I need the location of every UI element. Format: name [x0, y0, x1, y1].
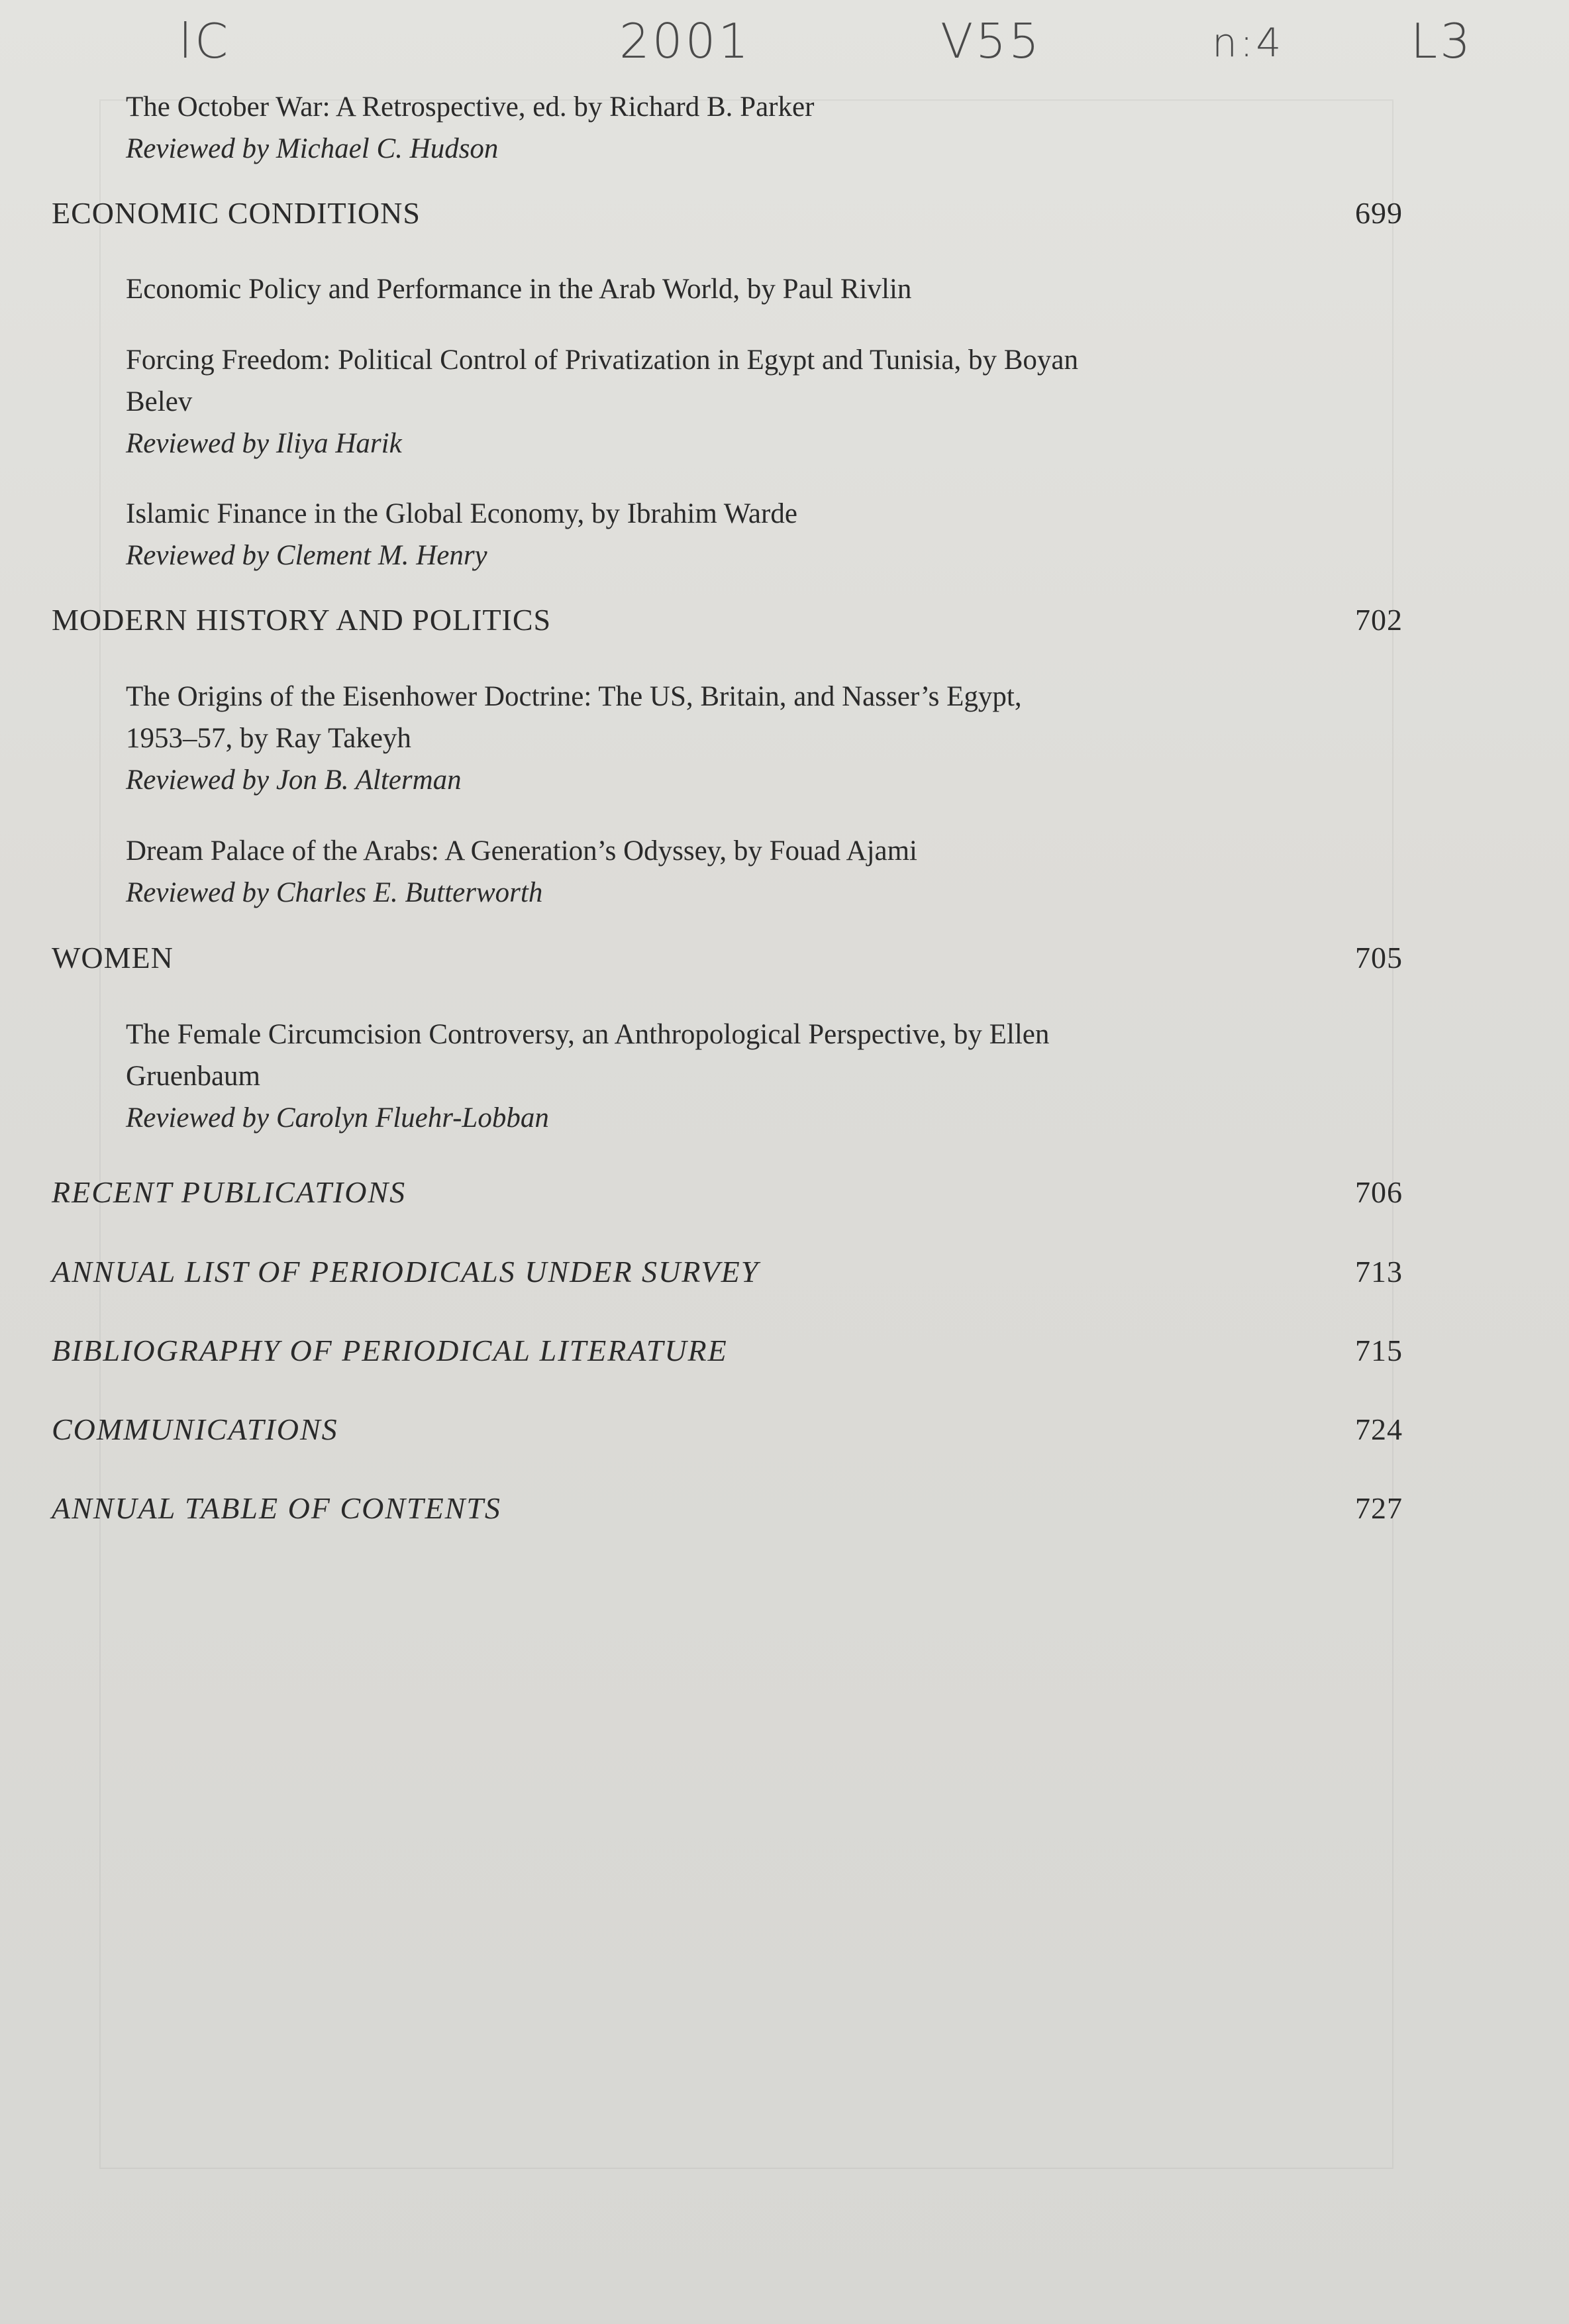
entry-reviewer: Reviewed by Iliya Harik: [126, 428, 402, 459]
toc-entry: [126, 1014, 1318, 1139]
entry-reviewer: Reviewed by Carolyn Fluehr-Lobban: [126, 1102, 549, 1134]
entry-reviewer: Reviewed by Jon B. Alterman: [126, 765, 462, 796]
entry-title-line: 1953–57, by Ray Takeyh: [126, 723, 411, 754]
toc-entry: [126, 676, 1318, 801]
entry-title-line: Belev: [126, 386, 193, 417]
entry-title: Islamic Finance in the Global Economy, by Ibrahim Warde: [126, 498, 797, 529]
entry-title-line: Gruenbaum: [126, 1061, 260, 1092]
handwritten-note-5: L3: [1411, 13, 1473, 69]
entry-reviewer: Reviewed by Clement M. Henry: [126, 540, 487, 571]
toc-entry: [126, 339, 1318, 464]
section-heading: ECONOMIC CONDITIONS: [52, 196, 421, 230]
entry-title: Economic Policy and Performance in the Arab World, by Paul Rivlin: [126, 274, 912, 305]
section-heading: MODERN HISTORY AND POLITICS: [52, 603, 552, 637]
section-page-number: 705: [1355, 941, 1403, 975]
handwritten-note-1: lC: [179, 13, 231, 69]
section-page-number: 715: [1355, 1334, 1403, 1367]
handwritten-note-2: 2001: [619, 13, 752, 69]
section-page-number: 702: [1355, 603, 1403, 637]
section-heading: COMMUNICATIONS: [52, 1412, 338, 1446]
section-page-number: 713: [1355, 1255, 1403, 1289]
section-page-number: 706: [1355, 1175, 1403, 1209]
section-heading: BIBLIOGRAPHY OF PERIODICAL LITERATURE: [52, 1334, 728, 1367]
toc-entry: [126, 268, 1318, 310]
entry-reviewer: Reviewed by Charles E. Butterworth: [126, 877, 543, 908]
section-page-number: 727: [1355, 1491, 1403, 1525]
entry-title-line: Forcing Freedom: Political Control of Privatization in Egypt and Tunisia, by Boyan: [126, 344, 1079, 376]
toc-entry: [126, 493, 1318, 576]
handwritten-note-3: V55: [940, 13, 1042, 69]
entry-title: The October War: A Retrospective, ed. by Richard B. Parker: [126, 91, 815, 123]
entry-title: Dream Palace of the Arabs: A Generation’s Odyssey, by Fouad Ajami: [126, 835, 917, 867]
entry-title-line: The Origins of the Eisenhower Doctrine: The US, Britain, and Nasser’s Egypt,: [126, 681, 1022, 712]
toc-entry-october-war: [126, 86, 1318, 170]
section-heading: WOMEN: [52, 941, 174, 975]
section-page-number: 724: [1355, 1412, 1403, 1446]
handwritten-note-4: n:4: [1212, 20, 1284, 66]
entry-title-line: The Female Circumcision Controversy, an Anthropological Perspective, by Ellen: [126, 1019, 1050, 1050]
section-heading: ANNUAL TABLE OF CONTENTS: [52, 1491, 501, 1525]
section-page-number: 699: [1355, 196, 1403, 230]
section-heading: ANNUAL LIST OF PERIODICALS UNDER SURVEY: [52, 1255, 760, 1289]
entry-reviewer: Reviewed by Michael C. Hudson: [126, 133, 499, 164]
handwritten-header: [0, 7, 1569, 79]
section-heading: RECENT PUBLICATIONS: [52, 1175, 407, 1209]
toc-entry: [126, 830, 1318, 914]
